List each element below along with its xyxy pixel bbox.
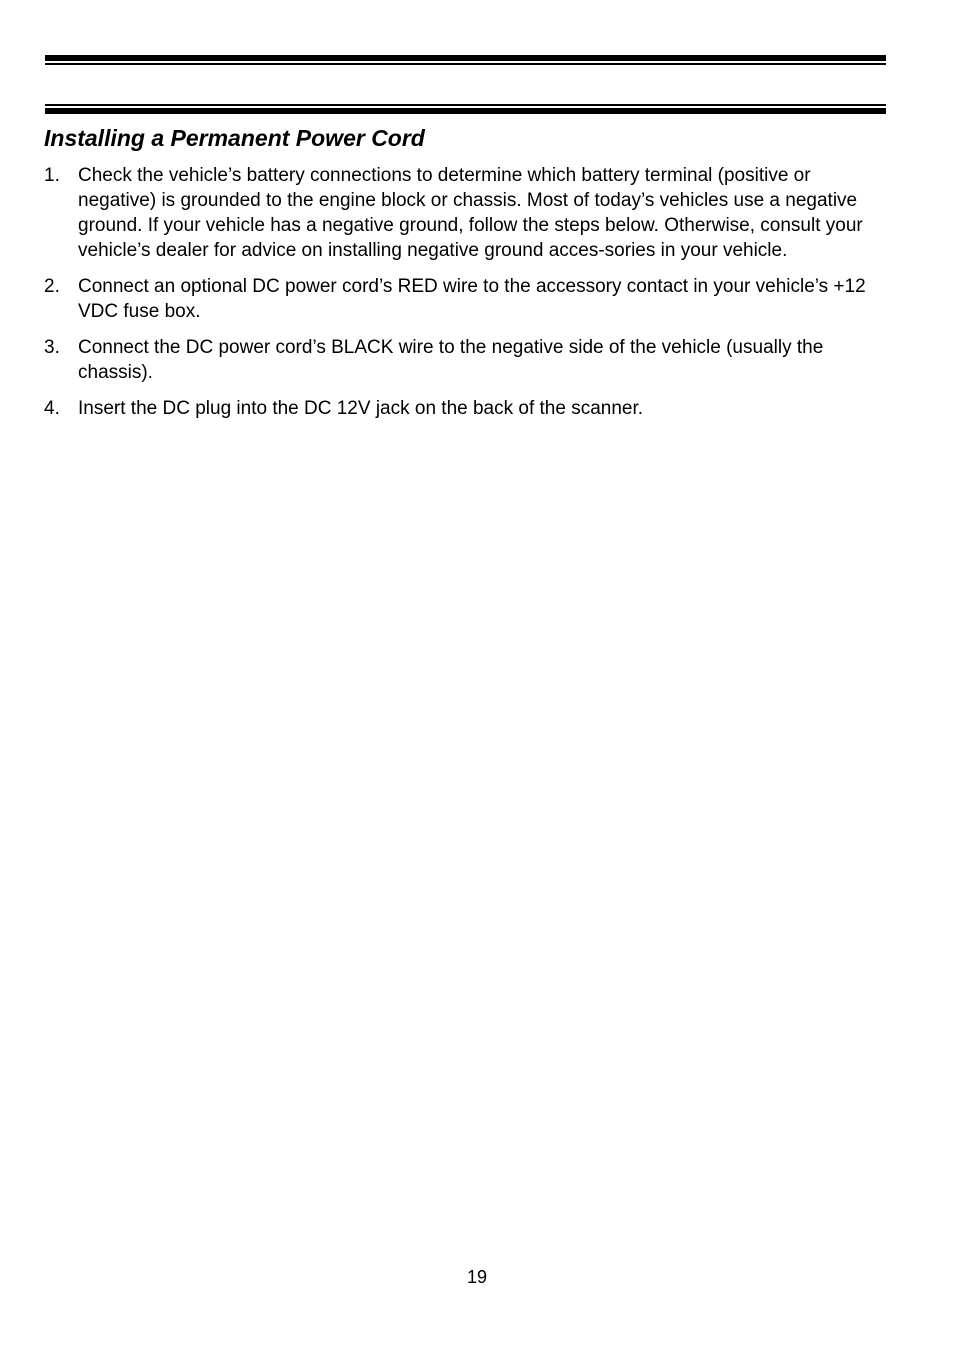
page-number: 19 (466, 1267, 488, 1287)
step-number: 2. (44, 276, 60, 297)
header-rule-thin (45, 63, 886, 65)
step-text: Check the vehicle’s battery connections to determine which battery terminal (positive or negative) is grounded to the engine block or chassis. Most of today’s vehicles use a negative ground. If your vehicle has a negative ground, follow the steps below. Otherwise, consult your vehicle’s dealer for advice on installing negative ground acces-sories in your vehicle. (78, 165, 863, 261)
step-text: Insert the DC plug into the DC 12V jack on the back of the scanner. (78, 398, 644, 419)
step-number: 4. (44, 398, 60, 419)
section-rule-thin (45, 104, 886, 106)
step-number: 1. (44, 165, 60, 186)
section-rule-thick (45, 108, 886, 114)
step-text: Connect the DC power cord’s BLACK wire to the negative side of the vehicle (usually the chassis). (78, 337, 824, 383)
header-rule-thick (45, 55, 886, 61)
step-item-1 (44, 163, 886, 263)
step-item-4 (44, 396, 886, 421)
step-item-2 (44, 274, 886, 324)
step-item-3 (44, 335, 886, 385)
section-title: Installing a Permanent Power Cord (44, 125, 425, 151)
section-rule (45, 104, 886, 114)
step-text: Connect an optional DC power cord’s RED wire to the accessory contact in your vehicle’s +12 VDC fuse box. (78, 276, 866, 322)
steps-list (44, 163, 886, 432)
header-rule (45, 55, 886, 65)
step-number: 3. (44, 337, 60, 358)
